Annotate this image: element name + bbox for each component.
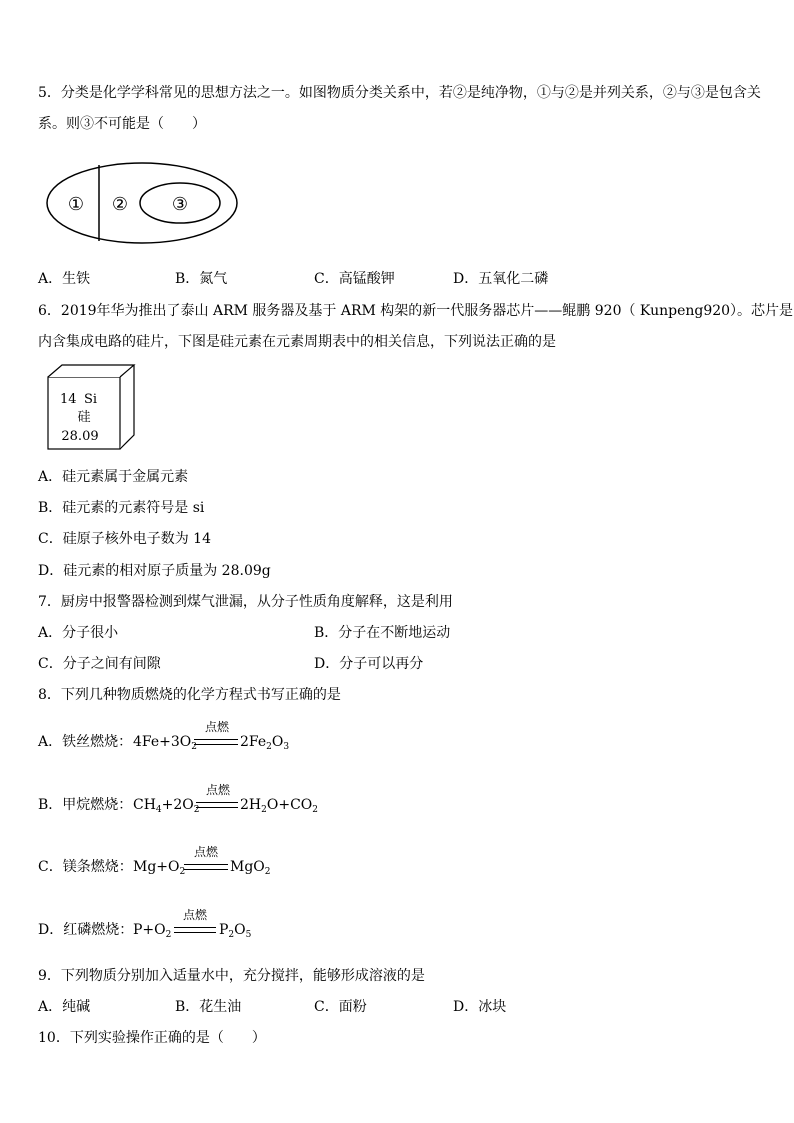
q8-option-d-right: $P_2O_5$ <box>219 922 252 940</box>
q8-option-d-equals <box>174 927 216 933</box>
q6-option-d: D．硅元素的相对原子质量为 28.09g <box>38 563 271 579</box>
q8-option-c-left: $Mg+O_2$ <box>133 859 186 877</box>
q8-option-c-right: MgO$_2$ <box>230 859 271 877</box>
q9-option-c: C．面粉 <box>314 999 367 1015</box>
q8-option-a-label: A．铁丝燃烧： <box>38 734 133 750</box>
q8-option-a-equals <box>194 739 238 745</box>
q8-option-a-right: $2Fe_2O_3$ <box>240 734 290 752</box>
element-symbol: Si <box>84 392 98 407</box>
element-mass: 28.09 <box>61 429 99 444</box>
q6-stem-line1: 6．2019年华为推出了泰山 ARM 服务器及基于 ARM 构架的新一代服务器芯片——鲲鹏 920（ Kunpeng920）。芯片是 <box>38 303 794 319</box>
q5-stem-line1: 5．分类是化学学科常见的思想方法之一。如图物质分类关系中，若②是纯净物，①与②是并列关系，②与③是包含关 <box>38 85 761 101</box>
q5-option-b: B．氮气 <box>175 271 228 287</box>
q5-option-a: A．生铁 <box>38 271 91 287</box>
q8-option-a-left: $4Fe+3O_2$ <box>133 734 197 752</box>
diagram-label-1: ① <box>67 194 85 215</box>
q6-option-a: A．硅元素属于金属元素 <box>38 469 189 485</box>
q7-stem: 7．厨房中报警器检测到煤气泄漏，从分子性质角度解释，这是利用 <box>38 594 453 610</box>
element-name: 硅 <box>77 410 91 425</box>
q7-option-a: A．分子很小 <box>38 625 119 641</box>
q8-option-b-condition: 点燃 <box>206 783 231 797</box>
diagram-label-3: ③ <box>171 194 189 215</box>
q6-stem-line2: 内含集成电路的硅片，下图是硅元素在元素周期表中的相关信息，下列说法正确的是 <box>38 334 556 350</box>
q9-stem: 9．下列物质分别加入适量水中，充分搅拌，能够形成溶液的是 <box>38 968 425 984</box>
q5-option-c: C．高锰酸钾 <box>314 271 395 287</box>
element-number: 14 <box>60 392 77 407</box>
q8-option-d-condition: 点燃 <box>183 908 208 922</box>
q6-option-c: C．硅原子核外电子数为 14 <box>38 531 211 547</box>
q9-option-d: D．冰块 <box>453 999 507 1015</box>
q5-stem-line2: 系。则③不可能是（ ） <box>38 116 206 132</box>
q8-option-d-label: D．红磷燃烧： <box>38 922 134 938</box>
q8-option-a-condition: 点燃 <box>205 720 230 734</box>
q8-option-c-condition: 点燃 <box>194 845 219 859</box>
q8-option-c-label: C．镁条燃烧： <box>38 859 133 875</box>
q8-option-b-right: $2H_2O+CO_2$ <box>240 797 318 815</box>
q8-option-b-label: B．甲烷燃烧： <box>38 797 133 813</box>
q5-option-d: D．五氧化二磷 <box>453 271 549 287</box>
periodic-element-box <box>46 363 138 451</box>
q6-option-b: B．硅元素的元素符号是 si <box>38 500 205 516</box>
q8-option-b-equals <box>196 802 238 808</box>
q7-option-b: B．分子在不断地运动 <box>314 625 451 641</box>
q7-option-d: D．分子可以再分 <box>314 656 424 672</box>
diagram-label-2: ② <box>111 194 129 215</box>
q8-stem: 8．下列几种物质燃烧的化学方程式书写正确的是 <box>38 687 341 703</box>
q7-option-c: C．分子之间有间隙 <box>38 656 161 672</box>
q9-option-a: A．纯碱 <box>38 999 91 1015</box>
q8-option-d-left: $P+O_2$ <box>133 922 172 940</box>
q8-option-b-left: $CH_4+2O_2$ <box>133 797 200 815</box>
q8-option-c-equals <box>184 864 228 870</box>
q10-stem: 10．下列实验操作正确的是（ ） <box>38 1030 266 1046</box>
classification-diagram <box>44 160 240 246</box>
q9-option-b: B．花生油 <box>175 999 242 1015</box>
